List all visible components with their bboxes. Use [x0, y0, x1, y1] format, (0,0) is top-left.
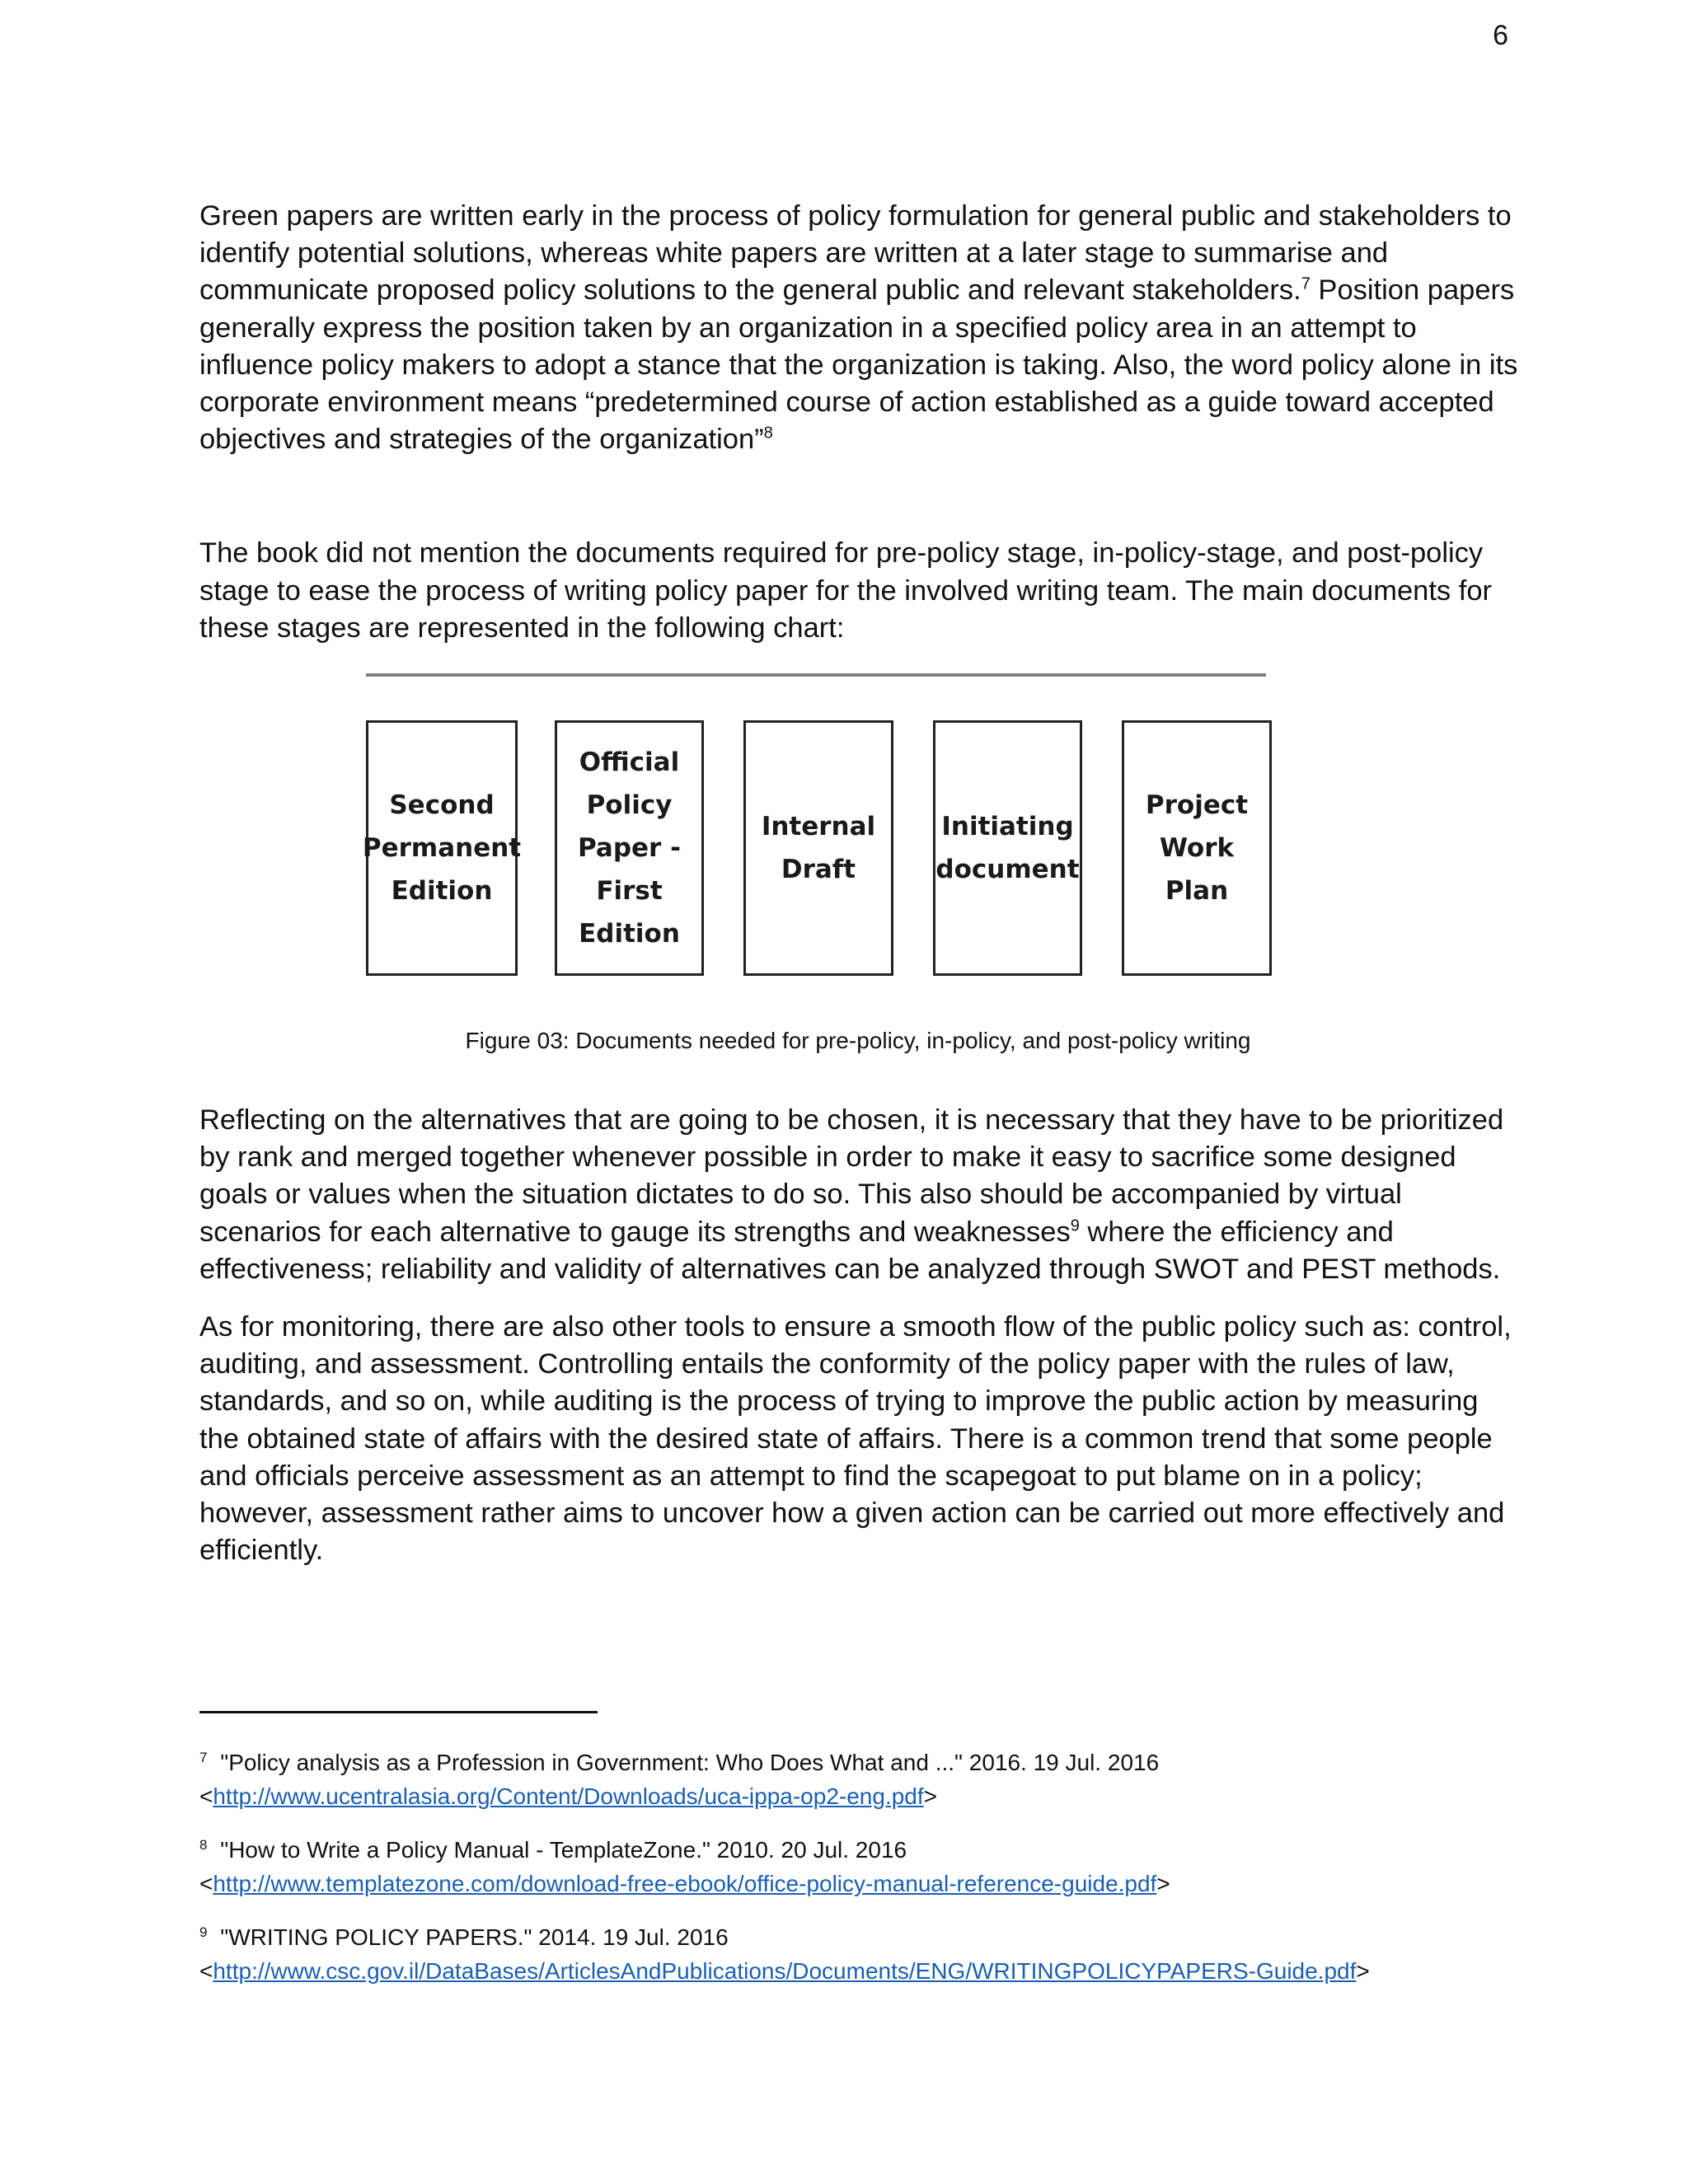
doc-box-label-line: First: [596, 876, 663, 907]
footnote-link[interactable]: http://www.ucentralasia.org/Content/Downloads/uca-ippa-op2-eng.pdf: [213, 1783, 924, 1809]
paragraph-text: Position papers generally express the position taken by an organization in a specified policy area in an attempt to influence policy makers to adopt a stance that the organization is taking. Also, the word policy alone in its corporate environment means “predetermined course of action established as a guide toward accepted objectives and strategies of the organization”: [199, 274, 1518, 456]
doc-box-initiating-document: [933, 720, 1082, 976]
doc-box-label: [363, 784, 521, 912]
figure-top-rule: [366, 673, 1266, 677]
doc-box-label-line: Policy: [586, 790, 673, 821]
doc-box-project-work-plan: [1122, 720, 1272, 976]
documents-figure: [199, 673, 1518, 1102]
doc-box-label: [935, 805, 1079, 891]
doc-box-label-line: Permanent: [362, 833, 522, 864]
paragraph-text: where the efficiency and effectiveness; reliability and validity of alternatives can be analyzed through SWOT and PEST methods.: [199, 1216, 1501, 1285]
footnote-ref-7[interactable]: 7: [1301, 274, 1311, 293]
doc-box-label-line: Draft: [781, 855, 856, 885]
doc-box-label-line: Paper -: [578, 833, 681, 864]
doc-box-label-line: Second: [389, 790, 495, 821]
footnote-ref-9[interactable]: 9: [1070, 1216, 1080, 1235]
footnote-ref-8[interactable]: 8: [763, 424, 773, 443]
doc-box-second-permanent-edition: [362, 720, 522, 976]
paragraph-alternatives: [199, 1102, 1518, 1288]
footnotes: [199, 1746, 1559, 2008]
doc-box-official-policy-paper: [555, 720, 704, 976]
footnote-separator: [199, 1711, 598, 1713]
doc-box-label-line: document: [935, 855, 1080, 885]
footnote-number: 9: [199, 1924, 208, 1940]
paragraph-green-white-papers: [199, 198, 1518, 458]
doc-box-label-line: Official: [579, 748, 680, 778]
doc-box-label-line: Initiating: [941, 812, 1074, 842]
paragraph-text: Green papers are written early in the process of policy formulation for general public and stakeholders to identify potential solutions, whereas white papers are written at a later stage to summarise and communicate proposed policy solutions to the general public and relevant stakeholders.: [199, 200, 1512, 307]
footnote-link[interactable]: http://www.templatezone.com/download-free-ebook/office-policy-manual-reference-guide.pdf: [213, 1871, 1157, 1896]
doc-box-internal-draft: [743, 720, 893, 976]
doc-box-label: [1124, 784, 1269, 912]
doc-box-label-line: Edition: [391, 876, 493, 907]
footnote-9: $^9$ "WRITING POLICY PAPERS." 2014. 19 Jul. 2016 <http://www.csc.gov.il/DataBases/ArticlesAndPublications/Documents/ENG/WRITINGPOLICYPAPERS-Guide.pdf>: [199, 1924, 1370, 1984]
page-number: 6: [1493, 20, 1508, 51]
paragraph-text: Reflecting on the alternatives that are going to be chosen, it is necessary that they have to be prioritized by rank and merged together whenever possible in order to make it easy to sacrifice some designed goals or values when the situation dictates to do so. This also should be accompanied by virtual scenarios for each alternative to gauge its strengths and weaknesses: [199, 1104, 1504, 1248]
figure-caption: Figure 03: Documents needed for pre-policy, in-policy, and post-policy writing: [465, 1028, 1251, 1054]
paragraph-monitoring: As for monitoring, there are also other tools to ensure a smooth flow of the public policy such as: control, auditing, and assessment. Controlling entails the conformity of the policy paper with the rules of law, standards, and so on, while auditing is the process of trying to improve the public action by measuring the obtained state of affairs with the desired state of affairs. There is a common trend that some people and officials perceive assessment as an attempt to find the scapegoat to put blame on in a policy; however, assessment rather aims to uncover how a given action can be carried out more effectively and efficiently.: [199, 1311, 1512, 1567]
doc-box-label: [762, 805, 875, 891]
doc-box-label-line: Work Plan: [1159, 833, 1235, 907]
doc-box-label-line: Internal: [761, 812, 876, 842]
footnote-8: $^8$ "How to Write a Policy Manual - TemplateZone." 2010. 20 Jul. 2016 <http://www.templatezone.com/download-free-ebook/office-policy-manual-reference-guide.pdf>: [199, 1836, 1170, 1896]
paragraph-documents-intro: The book did not mention the documents required for pre-policy stage, in-policy-stage, and post-policy stage to ease the process of writing policy paper for the involved writing team. The main documents for these stages are represented in the following chart:: [199, 537, 1492, 644]
footnote-number: 7: [199, 1749, 208, 1765]
doc-box-label-line: Project: [1145, 790, 1249, 821]
footnote-link[interactable]: http://www.csc.gov.il/DataBases/ArticlesAndPublications/Documents/ENG/WRITINGPOLICYPAPERS-Guide.pdf: [213, 1958, 1357, 1984]
footnote-text: "How to Write a Policy Manual - TemplateZone." 2010. 20 Jul. 2016: [213, 1837, 907, 1863]
main-content: [199, 198, 1518, 1569]
footnote-text: "WRITING POLICY PAPERS." 2014. 19 Jul. 2016: [213, 1924, 729, 1950]
doc-box-label: [578, 741, 681, 955]
doc-box-label-line: Edition: [579, 919, 680, 949]
footnote-number: 8: [199, 1836, 208, 1853]
footnote-7: $^7$ "Policy analysis as a Profession in Government: Who Does What and ..." 2016. 19 Jul. 2016 <http://www.ucentralasia.org/Content/Downloads/uca-ippa-op2-eng.pdf>: [199, 1749, 1160, 1809]
footnote-text: "Policy analysis as a Profession in Government: Who Does What and ..." 2016. 19 Jul. 2016: [213, 1750, 1160, 1775]
